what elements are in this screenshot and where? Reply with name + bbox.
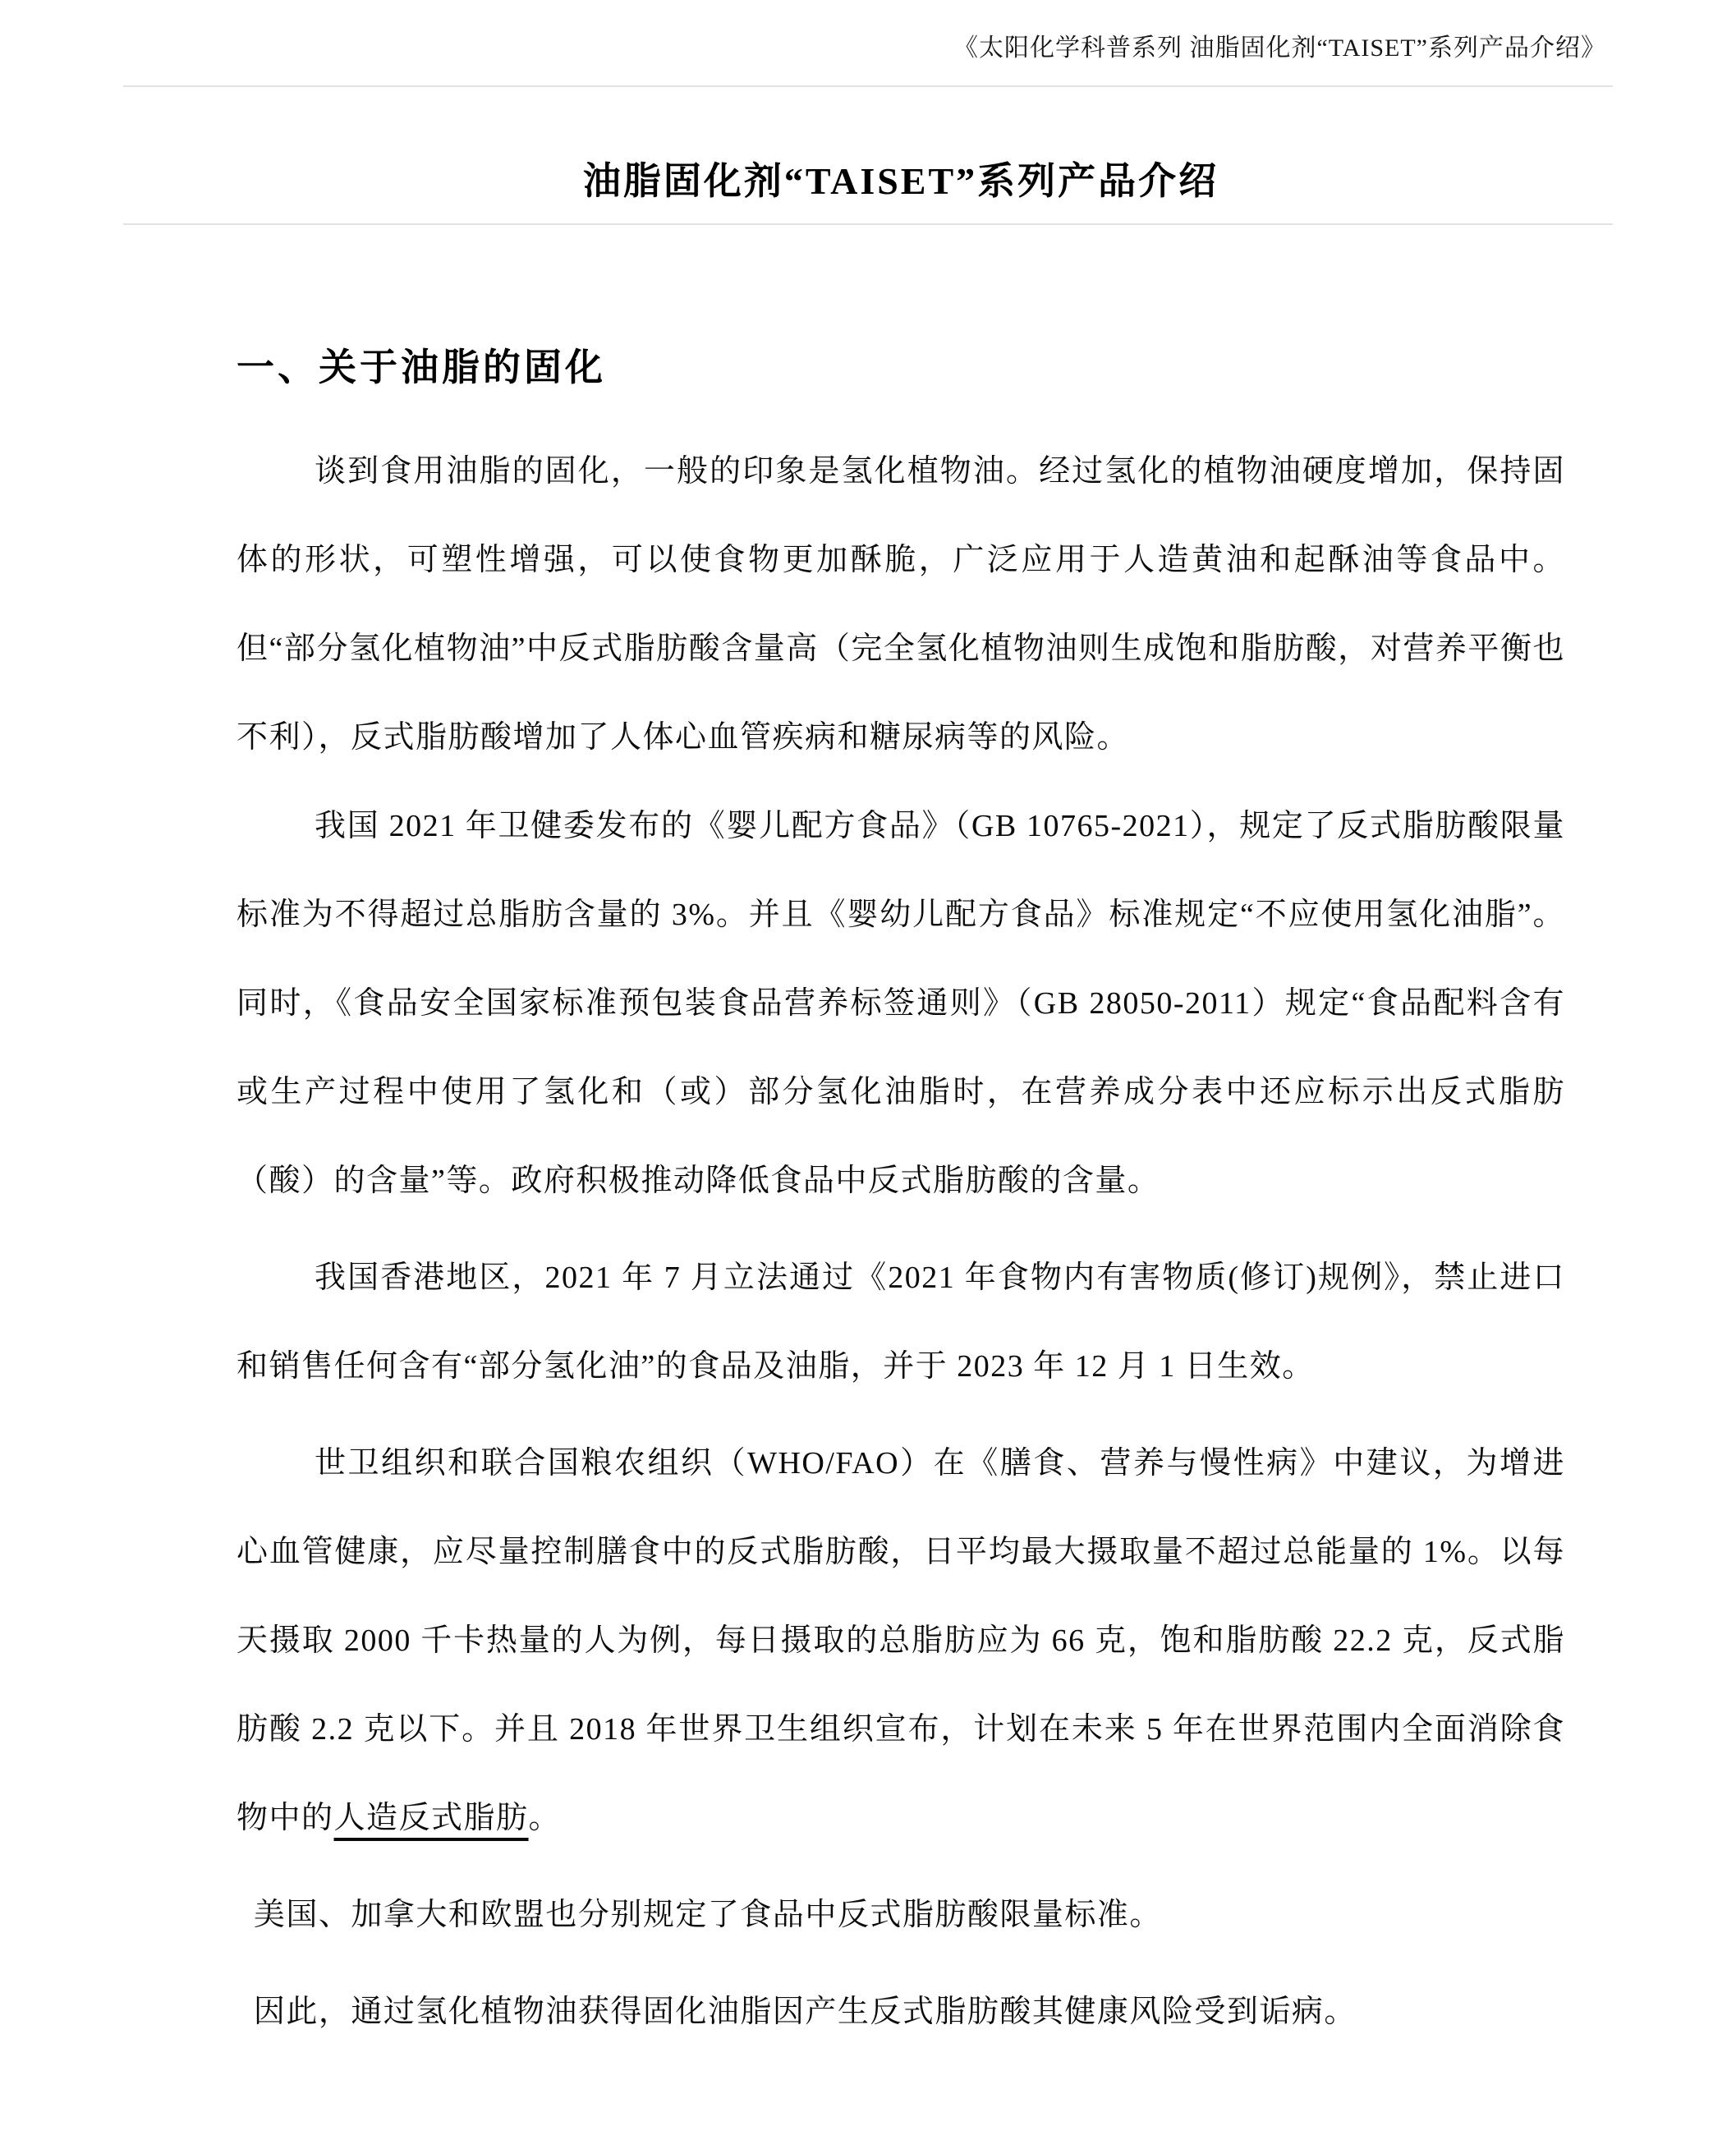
- paragraph-china-standards: 我国 2021 年卫健委发布的《婴儿配方食品》（GB 10765-2021），规定了反式脂肪酸限量标准为不得超过总脂肪含量的 3%。并且《婴幼儿配方食品》标准规定“不应使用氢化油脂”。同时，《食品安全国家标准预包装食品营养标签通则》（GB 28050-2011）规定“食品配料含有或生产过程中使用了氢化和（或）部分氢化油脂时，在营养成分表中还应标示出反式脂肪（酸）的含量”等。政府积极推动降低食品中反式脂肪酸的含量。: [237, 809, 1565, 1198]
- underlined-term-artificial-trans-fat: 人造反式脂肪: [333, 1801, 529, 1835]
- document-title: 油脂固化剂“TAISET”系列产品介绍: [582, 160, 1219, 202]
- paragraph-who-fao-period: 。: [528, 1801, 562, 1835]
- running-header-text: 《太阳化学科普系列 油脂固化剂“TAISET”系列产品介绍》: [953, 34, 1606, 62]
- paragraph-conclusion: 因此，通过氢化植物油获得固化油脂因产生反式脂肪酸其健康风险受到诟病。: [253, 1995, 1357, 2029]
- section-heading: 一、关于油脂的固化: [237, 347, 606, 388]
- paragraph-hongkong-regulation: 我国香港地区，2021 年 7 月立法通过《2021 年食物内有害物质(修订)规例》，禁止进口和销售任何含有“部分氢化油”的食品及油脂，并于 2023 年 12 月 1 日生效。: [237, 1260, 1565, 1384]
- paragraph-us-canada-eu: 美国、加拿大和欧盟也分别规定了食品中反式脂肪酸限量标准。: [253, 1898, 1162, 1932]
- paragraph-who-fao: [237, 1419, 1565, 1862]
- paragraph-who-fao-text: 世卫组织和联合国粮农组织（WHO/FAO）在《膳食、营养与慢性病》中建议，为增进心血管健康，应尽量控制膳食中的反式脂肪酸，日平均最大摄取量不超过总能量的 1%。以每天摄取 2000 千卡热量的人为例，每日摄取的总脂肪应为 66 克，饱和脂肪酸 22.2 克，反式脂肪酸 2.2 克以下。并且 2018 年世界卫生组织宣布，计划在未来 5 年在世界范围内全面消除食物中的: [237, 1446, 1565, 1835]
- paragraph-hydrogenation-intro: 谈到食用油脂的固化，一般的印象是氢化植物油。经过氢化的植物油硬度增加，保持固体的形状，可塑性增强，可以使食物更加酥脆，广泛应用于人造黄油和起酥油等食品中。但“部分氢化植物油”中反式脂肪酸含量高（完全氢化植物油则生成饱和脂肪酸，对营养平衡也不利），反式脂肪酸增加了人体心血管疾病和糖尿病等的风险。: [237, 454, 1565, 755]
- title-divider: [123, 223, 1613, 225]
- running-header: [123, 27, 1606, 63]
- header-divider: [123, 85, 1613, 87]
- document-body: [237, 343, 1565, 2056]
